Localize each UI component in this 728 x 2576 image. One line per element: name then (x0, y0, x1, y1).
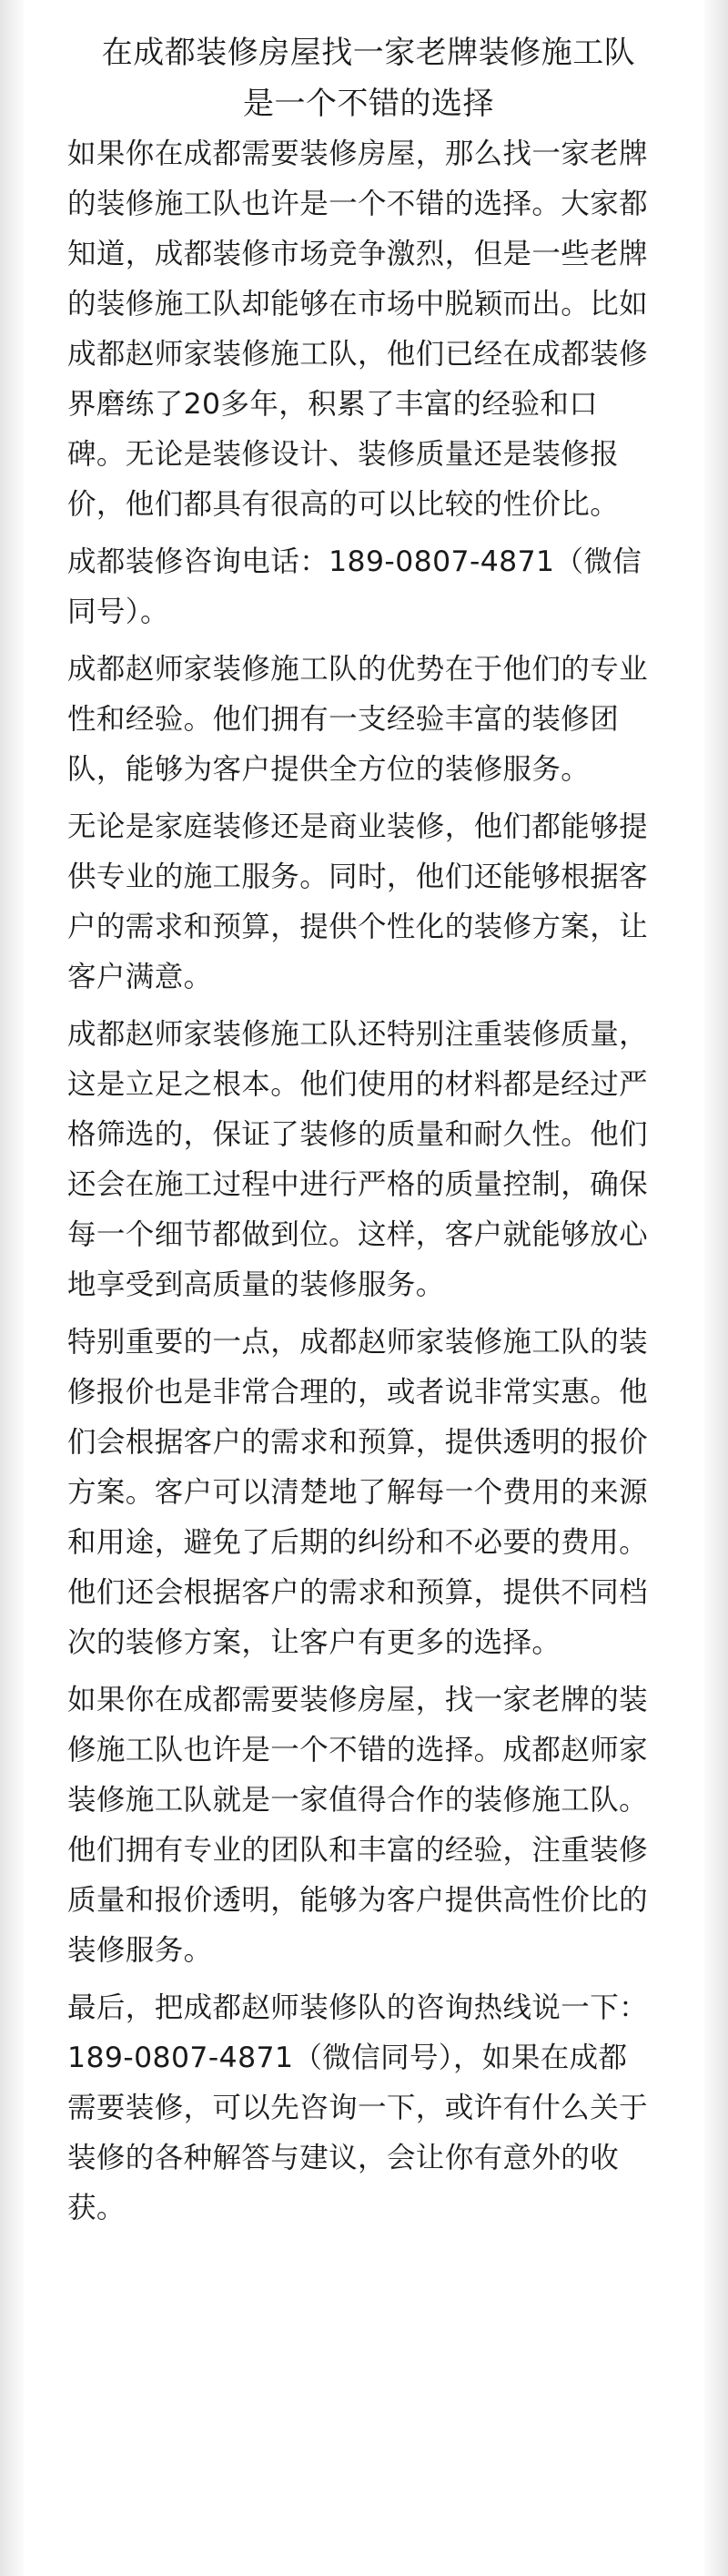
paragraph-summary: 如果你在成都需要装修房屋，找一家老牌的装修施工队也许是一个不错的选择。成都赵师家装修施工队就是一家值得合作的装修施工队。他们拥有专业的团队和丰富的经验，注重装修质量和报价透明，能够为客户提供高性价比的装修服务。 (67, 1684, 649, 1967)
paragraph-services: 无论是家庭装修还是商业装修，他们都能够提供专业的施工服务。同时，他们还能够根据客户的需求和预算，提供个性化的装修方案，让客户满意。 (67, 810, 649, 993)
paragraph-advantages: 成都赵师家装修施工队的优势在于他们的专业性和经验。他们拥有一支经验丰富的装修团队，能够为客户提供全方位的装修服务。 (67, 653, 649, 786)
paragraph-quality: 成都赵师家装修施工队还特别注重装修质量，这是立足之根本。他们使用的材料都是经过严格筛选的，保证了装修的质量和耐久性。他们还会在施工过程中进行严格的质量控制，确保每一个细节都做到位。这样，客户就能够放心地享受到高质量的装修服务。 (67, 1018, 649, 1301)
title-line-1: 在成都装修房屋找一家老牌装修施工队 (101, 35, 636, 71)
right-page-edge (704, 0, 728, 2576)
paragraph-contact-phone: 成都装修咨询电话：189-0807-4871（微信同号）。 (67, 545, 642, 628)
paragraph-closing-hotline: 最后，把成都赵师装修队的咨询热线说一下：189-0807-4871（微信同号），如果在成都需要装修，可以先咨询一下，或许有什么关于装修的各种解答与建议，会让你有意外的收获。 (67, 1991, 649, 2225)
paragraph-intro: 如果你在成都需要装修房屋，那么找一家老牌的装修施工队也许是一个不错的选择。大家都知道，成都装修市场竞争激烈，但是一些老牌的装修施工队却能够在市场中脱颖而出。比如成都赵师家装修施工队，他们已经在成都装修界磨练了20多年，积累了丰富的经验和口碑。无论是装修设计、装修质量还是装修报价，他们都具有很高的可以比较的性价比。 (67, 137, 649, 521)
left-page-edge (0, 0, 24, 2576)
article-body (67, 27, 652, 2241)
paragraph-pricing: 特别重要的一点，成都赵师家装修施工队的装修报价也是非常合理的，或者说非常实惠。他们会根据客户的需求和预算，提供透明的报价方案。客户可以清楚地了解每一个费用的来源和用途，避免了后期的纠纷和不必要的费用。他们还会根据客户的需求和预算，提供不同档次的装修方案，让客户有更多的选择。 (67, 1326, 649, 1659)
title-line-2: 是一个不错的选择 (243, 86, 494, 122)
article-title (67, 27, 652, 129)
